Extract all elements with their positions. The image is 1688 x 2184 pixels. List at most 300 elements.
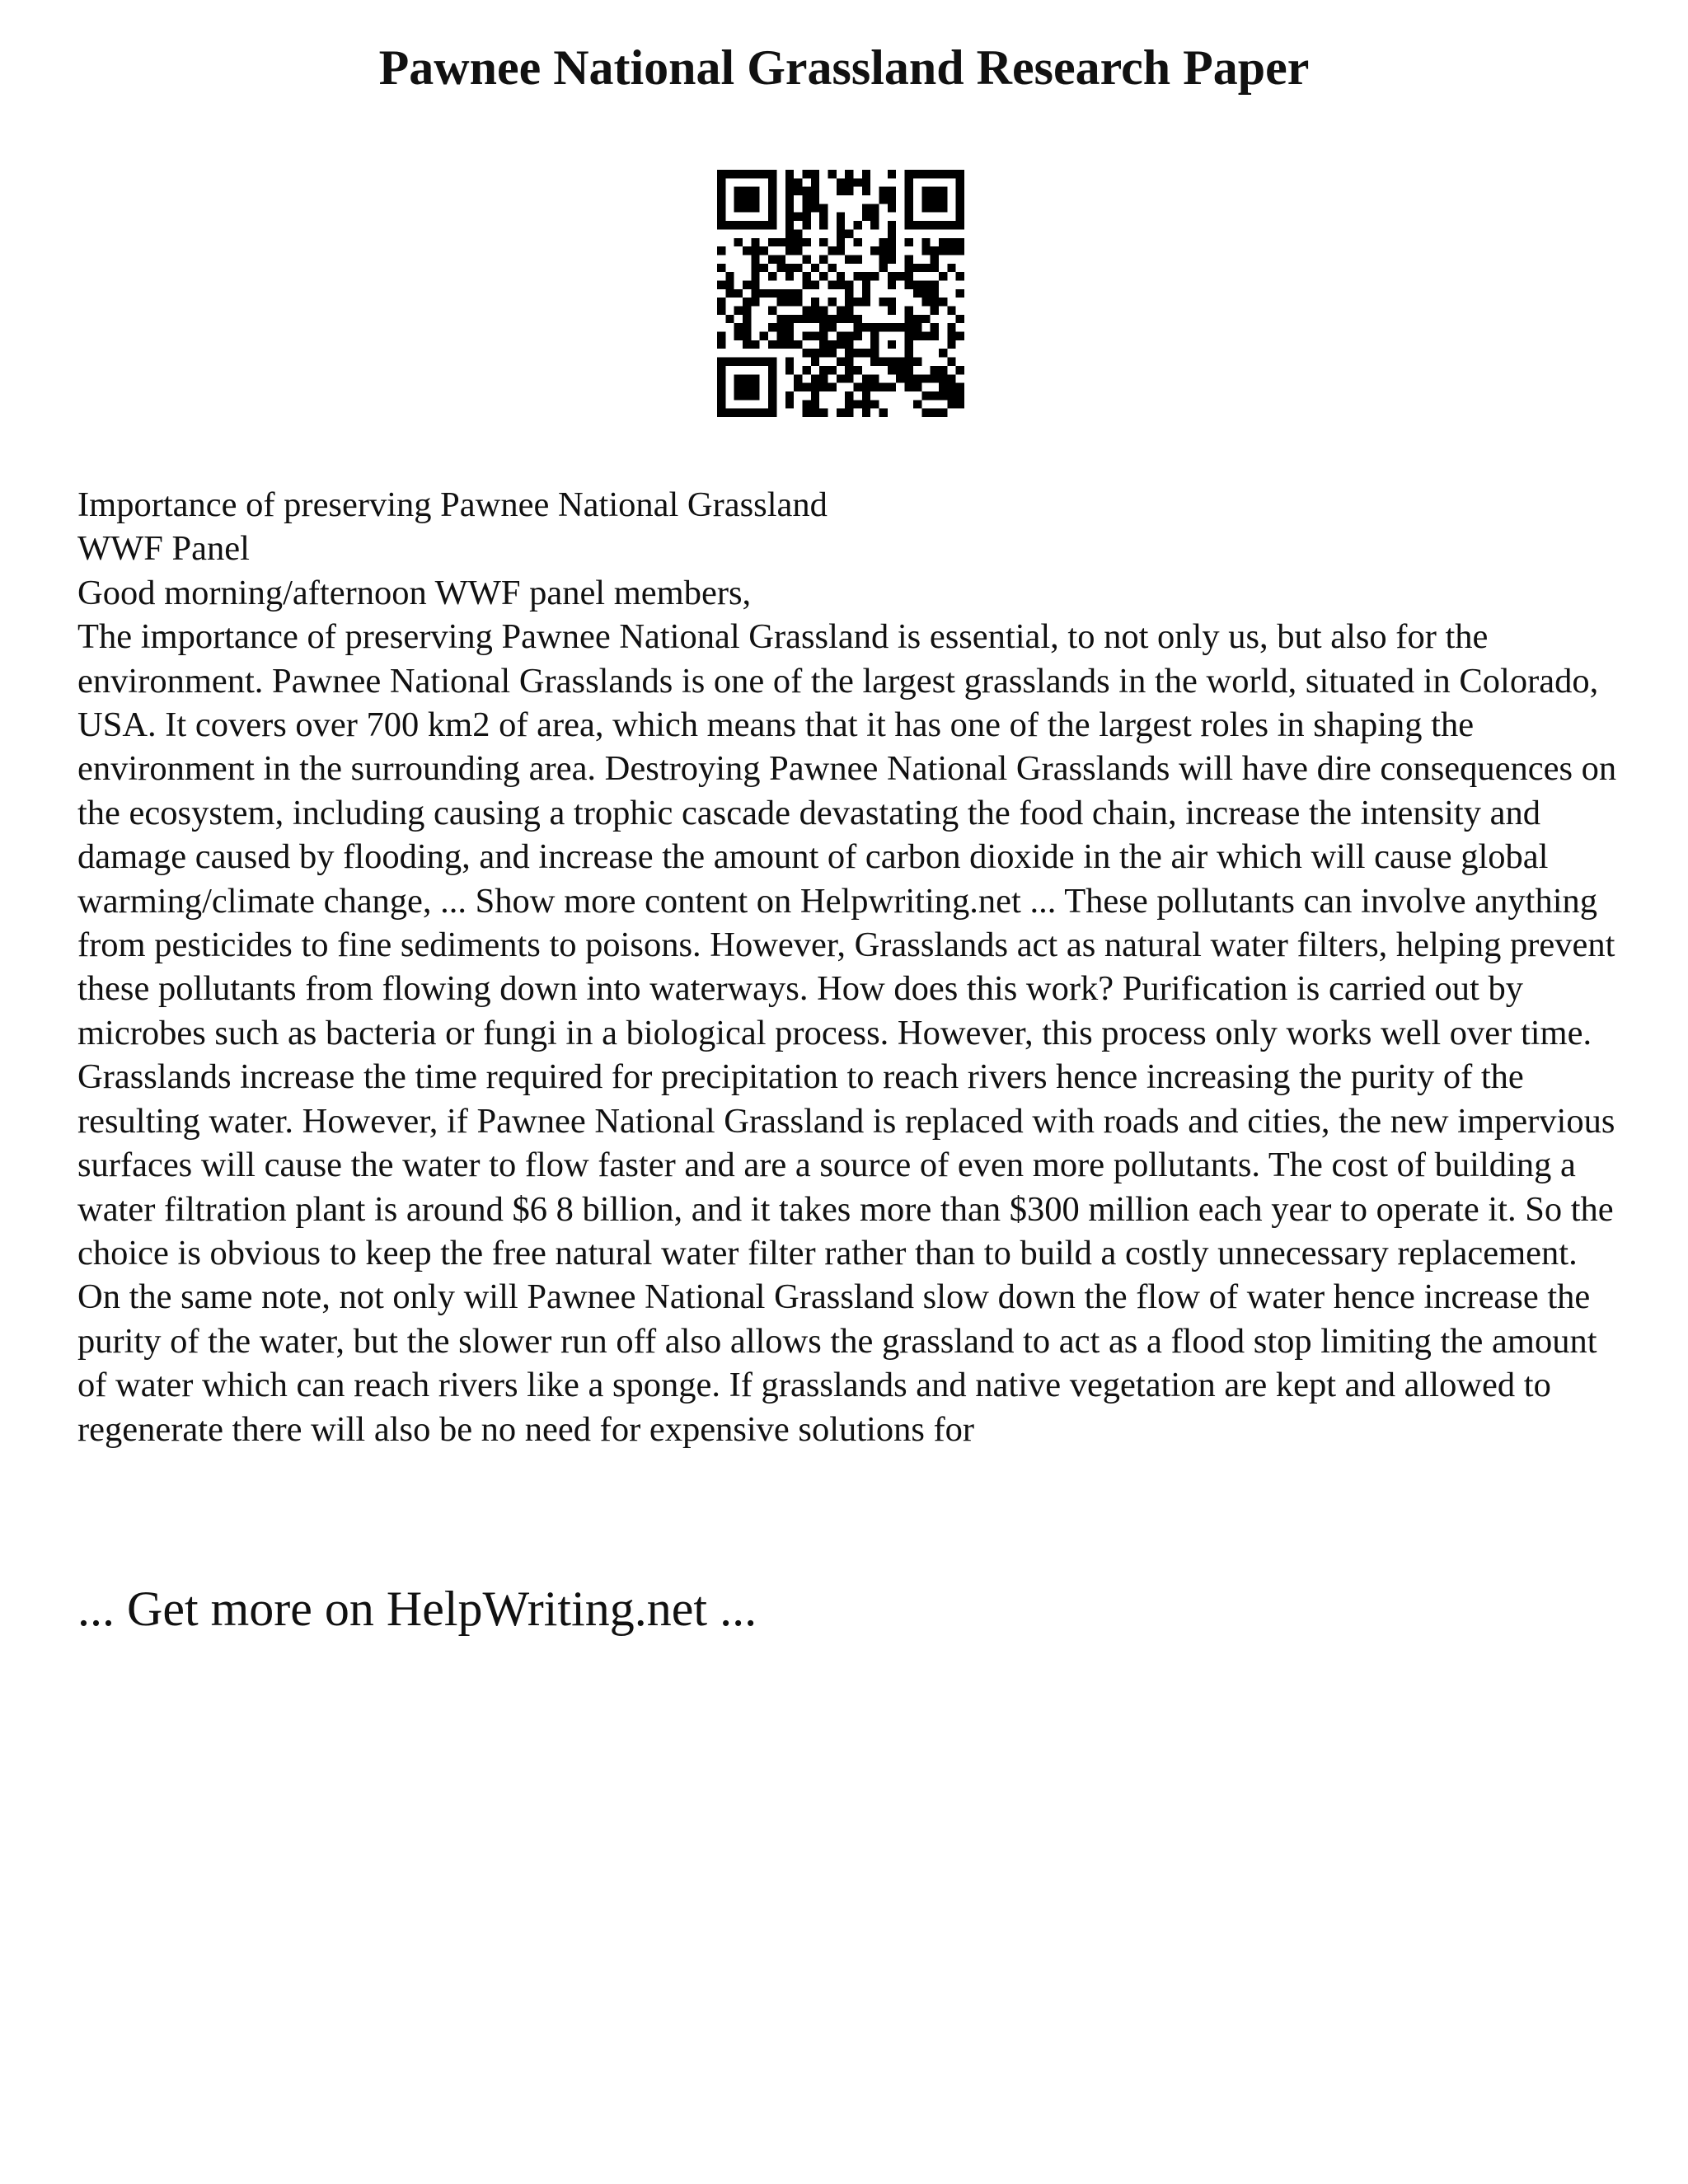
- qr-module: [939, 170, 947, 178]
- qr-module: [828, 170, 836, 178]
- qr-module: [811, 298, 819, 306]
- qr-module: [862, 213, 870, 221]
- qr-module: [956, 204, 964, 212]
- qr-module: [760, 170, 768, 178]
- qr-module: [776, 315, 785, 323]
- qr-module: [743, 298, 751, 306]
- qr-module: [794, 340, 802, 349]
- qr-module: [905, 280, 913, 288]
- qr-module: [870, 246, 879, 255]
- qr-module: [905, 178, 913, 186]
- qr-module: [862, 289, 870, 298]
- qr-module: [768, 204, 776, 212]
- qr-module: [931, 221, 939, 229]
- qr-module: [956, 246, 964, 255]
- qr-module: [734, 195, 743, 204]
- qr-module: [956, 272, 964, 280]
- qr-module: [845, 400, 853, 408]
- qr-module: [947, 170, 955, 178]
- qr-module: [870, 332, 879, 340]
- qr-module: [939, 195, 947, 204]
- qr-module: [717, 264, 725, 272]
- qr-module: [794, 383, 802, 391]
- qr-module: [879, 187, 888, 195]
- qr-module: [743, 374, 751, 382]
- qr-module: [768, 400, 776, 408]
- qr-module: [862, 323, 870, 331]
- qr-module: [905, 358, 913, 366]
- qr-module: [879, 383, 888, 391]
- qr-module: [939, 409, 947, 417]
- qr-module: [862, 374, 870, 382]
- qr-module: [921, 391, 930, 400]
- qr-module: [837, 272, 845, 280]
- qr-module: [717, 246, 725, 255]
- qr-module: [819, 409, 828, 417]
- qr-module: [768, 340, 776, 349]
- qr-module: [734, 374, 743, 382]
- qr-module: [794, 315, 802, 323]
- qr-module: [751, 298, 759, 306]
- qr-module: [921, 409, 930, 417]
- qr-module: [921, 264, 930, 272]
- qr-module: [870, 323, 879, 331]
- qr-module: [785, 323, 794, 331]
- qr-module: [896, 323, 904, 331]
- qr-module: [931, 374, 939, 382]
- qr-module: [717, 340, 725, 349]
- qr-module: [725, 409, 734, 417]
- qr-module: [947, 221, 955, 229]
- qr-module: [905, 332, 913, 340]
- qr-module: [947, 238, 955, 246]
- qr-module: [811, 195, 819, 204]
- qr-module: [854, 221, 862, 229]
- qr-module: [939, 187, 947, 195]
- qr-module: [862, 272, 870, 280]
- qr-module: [751, 289, 759, 298]
- qr-module: [845, 366, 853, 374]
- qr-module: [837, 178, 845, 186]
- qr-module: [717, 307, 725, 315]
- qr-module: [743, 195, 751, 204]
- qr-module: [743, 187, 751, 195]
- qr-module: [939, 366, 947, 374]
- qr-module: [931, 170, 939, 178]
- qr-module: [921, 280, 930, 288]
- qr-module: [956, 366, 964, 374]
- qr-module: [811, 332, 819, 340]
- qr-module: [734, 358, 743, 366]
- qr-module: [776, 298, 785, 306]
- qr-module: [768, 187, 776, 195]
- paragraph: On the same note, not only will Pawnee National Grassland slow down the flow of water hence increase the purity of the water, but the slower run off also allows the grassland to act as a flood stop limiting the amount of water which can reach rivers like a sponge. If grasslands and native vegetation are kept and allowed to regenerate there will also be no need for expensive solutions for: [77, 1277, 1597, 1449]
- qr-module: [725, 221, 734, 229]
- qr-module: [956, 170, 964, 178]
- qr-module: [811, 187, 819, 195]
- qr-module: [896, 366, 904, 374]
- qr-module: [931, 289, 939, 298]
- qr-module: [879, 358, 888, 366]
- qr-module: [811, 409, 819, 417]
- qr-module: [956, 332, 964, 340]
- qr-module: [921, 204, 930, 212]
- qr-module: [819, 204, 828, 212]
- qr-module: [888, 298, 896, 306]
- qr-module: [717, 332, 725, 340]
- qr-module: [913, 221, 921, 229]
- qr-module: [785, 178, 794, 186]
- qr-module: [785, 289, 794, 298]
- qr-module: [854, 298, 862, 306]
- qr-module: [913, 332, 921, 340]
- qr-module: [819, 272, 828, 280]
- qr-module: [947, 358, 955, 366]
- qr-module: [896, 358, 904, 366]
- qr-module: [870, 204, 879, 212]
- qr-code-graphic: [717, 170, 964, 417]
- qr-module: [776, 264, 785, 272]
- qr-module: [819, 340, 828, 349]
- qr-module: [776, 323, 785, 331]
- qr-module: [717, 178, 725, 186]
- qr-module: [785, 195, 794, 204]
- qr-module: [785, 238, 794, 246]
- qr-module: [785, 170, 794, 178]
- qr-module: [725, 315, 734, 323]
- qr-module: [751, 340, 759, 349]
- qr-module: [802, 221, 810, 229]
- qr-module: [862, 400, 870, 408]
- qr-module: [785, 332, 794, 340]
- qr-module: [751, 280, 759, 288]
- qr-module: [794, 289, 802, 298]
- qr-module: [734, 323, 743, 331]
- qr-module: [956, 289, 964, 298]
- qr-module: [854, 400, 862, 408]
- qr-module: [888, 366, 896, 374]
- qr-module: [743, 409, 751, 417]
- qr-module: [802, 204, 810, 212]
- qr-module: [828, 280, 836, 288]
- qr-module: [751, 204, 759, 212]
- qr-module: [828, 264, 836, 272]
- document-body: [77, 483, 1627, 1451]
- qr-module: [811, 307, 819, 315]
- qr-module: [862, 187, 870, 195]
- qr-module: [870, 374, 879, 382]
- qr-module: [776, 340, 785, 349]
- qr-module: [768, 366, 776, 374]
- qr-module: [956, 383, 964, 391]
- qr-module: [802, 366, 810, 374]
- qr-module: [819, 383, 828, 391]
- qr-module: [931, 332, 939, 340]
- qr-module: [734, 204, 743, 212]
- qr-module: [931, 204, 939, 212]
- qr-module: [854, 323, 862, 331]
- qr-module: [717, 187, 725, 195]
- qr-module: [768, 170, 776, 178]
- qr-module: [845, 315, 853, 323]
- qr-module: [751, 195, 759, 204]
- qr-module: [845, 255, 853, 263]
- qr-module: [768, 178, 776, 186]
- qr-module: [802, 213, 810, 221]
- subject-line: Importance of preserving Pawnee National Grassland: [77, 485, 828, 524]
- qr-module: [751, 170, 759, 178]
- qr-module: [921, 246, 930, 255]
- qr-module: [819, 307, 828, 315]
- qr-module: [870, 400, 879, 408]
- qr-module: [921, 289, 930, 298]
- qr-module: [734, 289, 743, 298]
- qr-module: [905, 264, 913, 272]
- qr-module: [785, 358, 794, 366]
- qr-module: [845, 409, 853, 417]
- qr-module: [794, 187, 802, 195]
- qr-module: [751, 272, 759, 280]
- qr-module: [913, 280, 921, 288]
- qr-module: [828, 340, 836, 349]
- qr-module: [854, 315, 862, 323]
- qr-module: [879, 264, 888, 272]
- qr-module: [939, 298, 947, 306]
- qr-module: [819, 366, 828, 374]
- qr-module: [743, 170, 751, 178]
- qr-module: [717, 374, 725, 382]
- qr-module: [743, 323, 751, 331]
- qr-module: [939, 204, 947, 212]
- qr-module: [802, 187, 810, 195]
- qr-module: [870, 383, 879, 391]
- qr-module: [888, 187, 896, 195]
- qr-module: [947, 400, 955, 408]
- qr-module: [837, 332, 845, 340]
- qr-module: [811, 178, 819, 186]
- qr-module: [819, 213, 828, 221]
- qr-module: [785, 391, 794, 400]
- qr-module: [768, 255, 776, 263]
- qr-module: [717, 383, 725, 391]
- qr-module: [921, 170, 930, 178]
- qr-module: [819, 238, 828, 246]
- qr-module: [837, 340, 845, 349]
- qr-module: [921, 221, 930, 229]
- qr-module: [828, 298, 836, 306]
- qr-module: [743, 383, 751, 391]
- qr-module: [802, 400, 810, 408]
- qr-module: [751, 374, 759, 382]
- qr-module: [734, 307, 743, 315]
- qr-module: [768, 374, 776, 382]
- qr-module: [939, 349, 947, 357]
- qr-module: [725, 170, 734, 178]
- qr-module: [854, 349, 862, 357]
- qr-module: [931, 298, 939, 306]
- qr-code-icon[interactable]: [717, 170, 964, 417]
- qr-module: [776, 332, 785, 340]
- qr-module: [768, 195, 776, 204]
- qr-module: [888, 221, 896, 229]
- qr-module: [760, 246, 768, 255]
- qr-module: [888, 195, 896, 204]
- qr-module: [811, 400, 819, 408]
- qr-module: [921, 332, 930, 340]
- qr-module: [828, 349, 836, 357]
- qr-module: [913, 358, 921, 366]
- qr-module: [931, 391, 939, 400]
- qr-module: [751, 246, 759, 255]
- qr-module: [819, 374, 828, 382]
- qr-module: [725, 280, 734, 288]
- qr-module: [768, 358, 776, 366]
- qr-module: [785, 298, 794, 306]
- qr-module: [862, 298, 870, 306]
- qr-module: [794, 298, 802, 306]
- qr-module: [717, 170, 725, 178]
- qr-module: [828, 383, 836, 391]
- qr-module: [845, 178, 853, 186]
- qr-module: [794, 229, 802, 237]
- qr-module: [828, 315, 836, 323]
- qr-module: [862, 391, 870, 400]
- qr-module: [905, 315, 913, 323]
- qr-module: [956, 221, 964, 229]
- qr-module: [845, 170, 853, 178]
- qr-module: [888, 272, 896, 280]
- qr-module: [947, 332, 955, 340]
- qr-module: [896, 374, 904, 382]
- get-more-link[interactable]: ... Get more on HelpWriting.net ...: [77, 1582, 757, 1636]
- qr-module: [811, 383, 819, 391]
- qr-module: [905, 213, 913, 221]
- qr-module: [717, 213, 725, 221]
- qr-module: [947, 340, 955, 349]
- qr-module: [751, 391, 759, 400]
- qr-module: [905, 272, 913, 280]
- qr-module: [845, 298, 853, 306]
- qr-module: [888, 229, 896, 237]
- qr-module: [939, 383, 947, 391]
- qr-module: [956, 213, 964, 221]
- qr-module: [725, 289, 734, 298]
- qr-module: [802, 272, 810, 280]
- qr-module: [837, 229, 845, 237]
- qr-module: [854, 332, 862, 340]
- qr-module: [828, 246, 836, 255]
- qr-module: [939, 221, 947, 229]
- qr-module: [845, 307, 853, 315]
- qr-module: [845, 340, 853, 349]
- qr-module: [837, 213, 845, 221]
- qr-module: [785, 272, 794, 280]
- qr-module: [743, 221, 751, 229]
- qr-module: [768, 221, 776, 229]
- qr-module: [862, 170, 870, 178]
- qr-module: [947, 307, 955, 315]
- qr-module: [870, 272, 879, 280]
- qr-module: [751, 187, 759, 195]
- qr-module: [768, 238, 776, 246]
- qr-module: [896, 272, 904, 280]
- qr-module: [734, 187, 743, 195]
- qr-module: [888, 307, 896, 315]
- qr-module: [921, 315, 930, 323]
- qr-module: [794, 374, 802, 382]
- qr-module: [905, 349, 913, 357]
- qr-module: [785, 400, 794, 408]
- qr-module: [854, 178, 862, 186]
- qr-module: [743, 315, 751, 323]
- qr-module: [931, 409, 939, 417]
- qr-module: [768, 409, 776, 417]
- qr-module: [931, 323, 939, 331]
- qr-module: [956, 400, 964, 408]
- qr-module: [931, 307, 939, 315]
- qr-module: [760, 221, 768, 229]
- qr-module: [879, 238, 888, 246]
- qr-module: [768, 272, 776, 280]
- qr-module: [819, 315, 828, 323]
- paragraph: The importance of preserving Pawnee National Grassland is essential, to not only us, but also for the environment. Pawnee National Grasslands is one of the largest grasslands in the world, situated in Colorado, USA. It covers over 700 km2 of area, which means that it has one of the largest roles in shaping the environment in the surrounding area. Destroying Pawnee National Grasslands will have dire consequences on the ecosystem, including causing a trophic cascade devastating the food chain, increase the intensity and damage caused by flooding, and increase the amount of carbon dioxide in the air which will cause global warming/climate change, ... Show more content on Helpwriting.net ... These pollutants can involve anything from pesticides to fine sediments to poisons. However, Grasslands act as natural water filters, helping prevent these pollutants from flowing down into waterways. How does this work? Purification is carried out by microbes such as bacteria or fungi in a biological process. However, this process only works well over time. Grasslands increase the time required for precipitation to reach rivers hence increasing the purity of the resulting water. However, if Pawnee National Grassland is replaced with roads and cities, the new impervious surfaces will cause the water to flow faster and are a source of even more pollutants. The cost of building a water filtration plant is around $6 8 billion, and it takes more than $300 million each year to operate it. So the choice is obvious to keep the free natural water filter rather than to build a costly unnecessary replacement.: [77, 617, 1617, 1272]
- qr-module: [888, 238, 896, 246]
- qr-module: [768, 391, 776, 400]
- qr-module: [905, 307, 913, 315]
- qr-module: [751, 409, 759, 417]
- qr-module: [768, 383, 776, 391]
- qr-module: [862, 178, 870, 186]
- qr-module: [870, 358, 879, 366]
- qr-module: [854, 383, 862, 391]
- qr-module: [862, 409, 870, 417]
- qr-module: [854, 255, 862, 263]
- qr-module: [811, 204, 819, 212]
- qr-module: [785, 213, 794, 221]
- qr-module: [870, 340, 879, 349]
- qr-module: [743, 307, 751, 315]
- qr-module: [734, 383, 743, 391]
- qr-module: [802, 238, 810, 246]
- qr-module: [811, 280, 819, 288]
- qr-module: [802, 307, 810, 315]
- qr-module: [751, 264, 759, 272]
- qr-module: [743, 204, 751, 212]
- qr-module: [794, 264, 802, 272]
- qr-module: [888, 383, 896, 391]
- qr-module: [931, 366, 939, 374]
- qr-module: [717, 358, 725, 366]
- qr-module: [811, 358, 819, 366]
- qr-module: [837, 409, 845, 417]
- qr-module: [879, 298, 888, 306]
- qr-module: [888, 255, 896, 263]
- qr-module: [802, 315, 810, 323]
- qr-module: [888, 340, 896, 349]
- qr-module: [794, 238, 802, 246]
- qr-module: [734, 332, 743, 340]
- qr-module: [905, 383, 913, 391]
- qr-module: [854, 366, 862, 374]
- qr-module: [931, 280, 939, 288]
- qr-module: [811, 264, 819, 272]
- qr-module: [913, 383, 921, 391]
- qr-module: [802, 349, 810, 357]
- qr-module: [717, 195, 725, 204]
- qr-module: [870, 213, 879, 221]
- qr-module: [845, 374, 853, 382]
- qr-module: [743, 246, 751, 255]
